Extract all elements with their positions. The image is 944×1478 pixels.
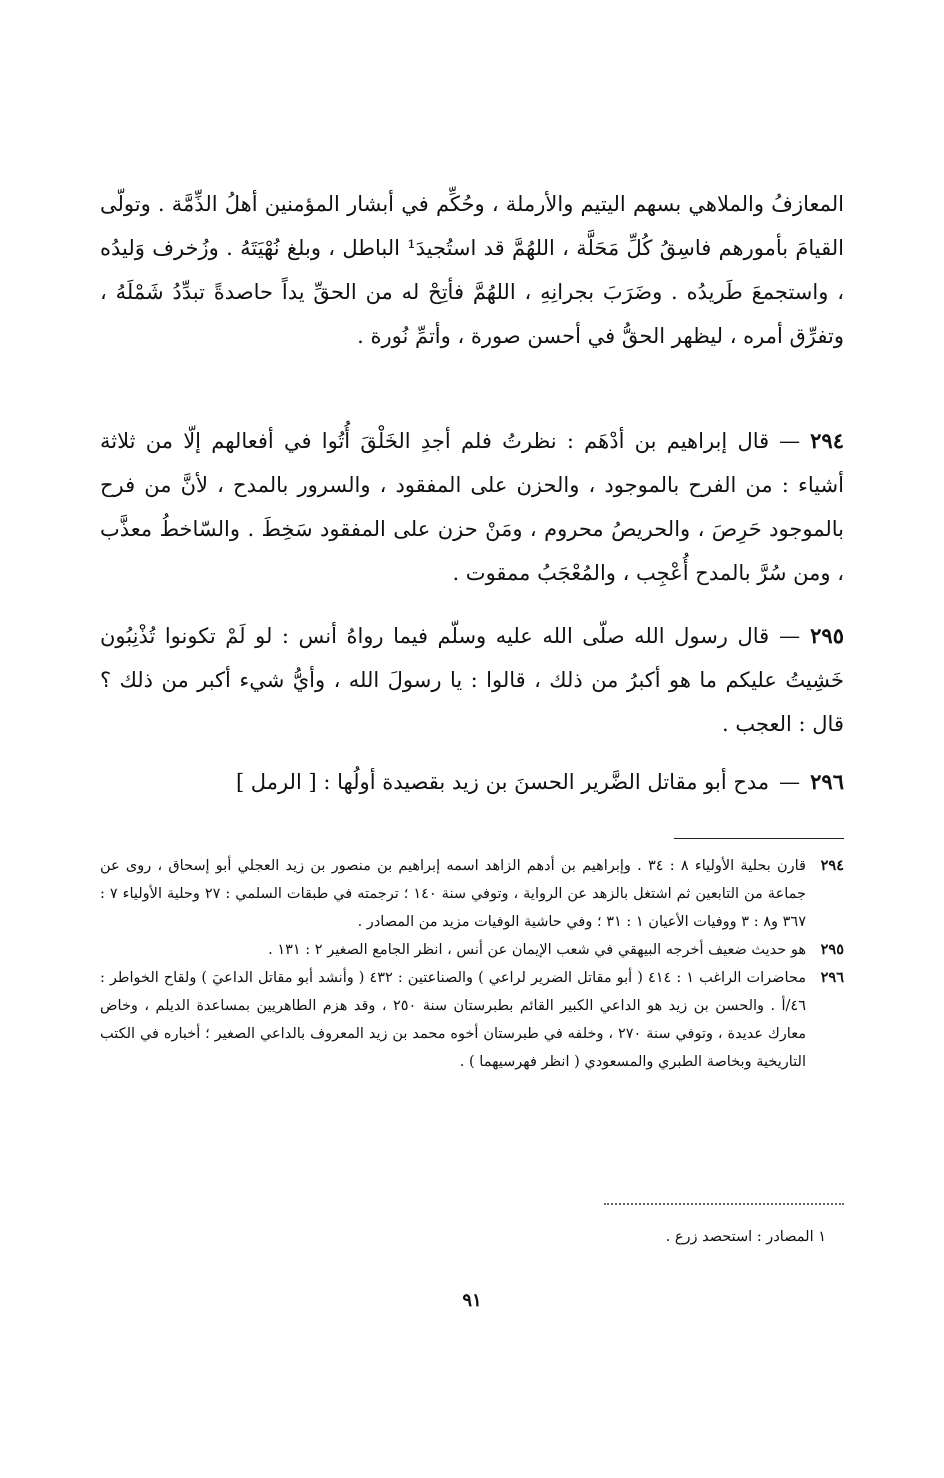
footnote-number: ٢٩٥ xyxy=(820,941,844,958)
footnote-separator xyxy=(674,838,844,839)
paragraph-continuation xyxy=(100,182,844,358)
footnote-text: قارن بحلية الأولياء ٨ : ٣٤ . وإبراهيم بن أدهم الزاهد اسمه إبراهيم بن منصور بن زيد العجلي أبو إسحاق ، روى عن جماعة من التابعين ثم اشتغل بالزهد عن الرواية ، وتوفي سنة ١٤٠ ؛ ترجمته في طبقات السلمي : ٢٧ وحلية الأولياء ٧ : ٣٦٧ و٨ : ٣ ووفيات الأعيان ١ : ٣١ ؛ وفي حاشية الوفيات مزيد من المصادر . xyxy=(100,858,806,930)
paragraph-294 xyxy=(100,419,844,595)
paragraph-text: المعازفُ والملاهي بسهم اليتيم والأرملة ، وحُكِّم في أبشار المؤمنين أهلُ الذِّمَّة . وتولّى القيامَ بأمورهم فاسِقُ كُلِّ مَحَلَّة ، اللهُمَّ قد استُجيدَ¹ الباطل ، وبلغ نُهْيَتَهُ . وزُخرف وَليدُه ، واستجمعَ طَريدُه . وضَرَبَ بجرانِهِ ، اللهُمَّ فأتِحْ له من الحقِّ يداً حاصدةً تبدِّدُ شَمْلَهُ ، وتفرِّق أمره ، ليظهر الحقُّ في أحسن صورة ، وأتمِّ نُورة . xyxy=(100,192,845,348)
footnote-296 xyxy=(100,964,844,1076)
page-number: ٩١ xyxy=(462,1290,482,1311)
paragraph-text: قال رسول الله صلّى الله عليه وسلّم فيما رواهُ أنس : لو لَمْ تكونوا تُذْنِبُون خَشِيتُ عليكم ما هو أكبرُ من ذلك ، قالوا : يا رسولَ الله ، وأيُّ شيء أكبر من ذلك ؟ قال : العجب . xyxy=(100,624,844,736)
footnote-text: هو حديث ضعيف أخرجه البيهقي في شعب الإيمان عن أنس ، انظر الجامع الصغير ٢ : ١٣١ . xyxy=(268,942,806,958)
footnote-number: ٢٩٤ xyxy=(820,857,844,874)
footnote-295 xyxy=(100,936,844,964)
editor-note: ١ المصادر : استحصد زرع . xyxy=(665,1229,826,1245)
paragraph-number: ٢٩٤ xyxy=(810,428,844,453)
footnote-text: محاضرات الراغب ١ : ٤١٤ ( أبو مقاتل الضرير لراعي ) والصناعتين : ٤٣٢ ( وأنشد أبو مقاتل الداعيَ ) ولقاح الخواطر : ٤٦/أ . والحسن بن زيد هو الداعي الكبير القائم بطبرستان سنة ٢٥٠ ، وقد هزم الطاهريين بمساعدة الديلم ، وخاض معارك عديدة ، وتوفي سنة ٢٧٠ ، وخلفه في طبرستان أخوه محمد بن زيد المعروف بالداعي الصغير ؛ أخباره في الكتب التاريخية وبخاصة الطبري والمسعودي ( انظر فهرسيهما ) . xyxy=(100,970,806,1070)
paragraph-dash: — xyxy=(779,770,801,794)
paragraph-dash: — xyxy=(779,429,801,453)
paragraph-dash: — xyxy=(779,624,801,648)
paragraph-number: ٢٩٦ xyxy=(810,769,844,794)
paragraph-number: ٢٩٥ xyxy=(810,623,844,648)
footnote-number: ٢٩٦ xyxy=(820,969,844,986)
paragraph-296 xyxy=(100,760,844,804)
paragraph-text: مدح أبو مقاتل الضَّرير الحسنَ بن زيد بقصيدة أولُها : [ الرمل ] xyxy=(235,770,770,794)
footnote-294 xyxy=(100,852,844,936)
paragraph-295 xyxy=(100,614,844,746)
editor-note-separator xyxy=(604,1203,844,1205)
footnotes xyxy=(100,852,844,1076)
paragraph-text: قال إبراهيم بن أدْهَم : نظرتُ فلم أجدِ الخَلْقَ أُتُوا في أفعالهم إلّا من ثلاثة أشياء : من الفرح بالموجود ، والحزن على المفقود ، والسرور بالمدح ، لأنَّ من فرح بالموجود حَرِصَ ، والحريصُ محروم ، ومَنْ حزن على المفقود سَخِطَ . والسّاخطُ معذَّب ، ومن سُرَّ بالمدح أُعْجِب ، والمُعْجَبُ ممقوت . xyxy=(100,429,844,585)
